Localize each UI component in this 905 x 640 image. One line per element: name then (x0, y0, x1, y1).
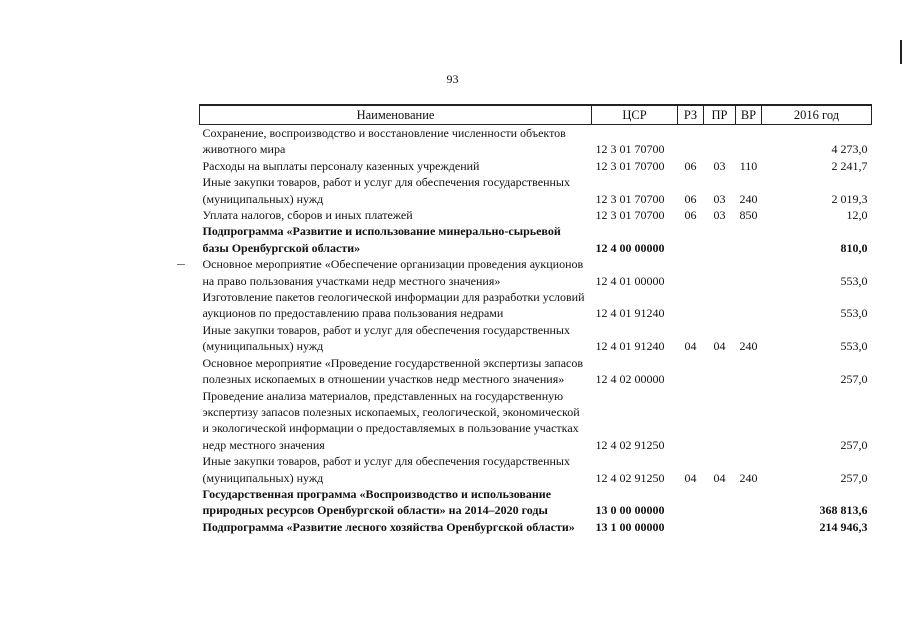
row-csr: 12 4 02 91250 (595, 437, 665, 452)
header-year: 2016 год (762, 105, 872, 125)
budget-table (199, 104, 872, 535)
row-rz (678, 519, 704, 535)
row-vr (736, 388, 762, 454)
row-name: Сохранение, воспроизводство и восстановление численности объектов животного мира (202, 126, 566, 157)
row-vr (736, 256, 762, 289)
row-pr (704, 486, 736, 519)
row-sum: 214 946,3 (819, 519, 868, 534)
header-vr: ВР (736, 105, 762, 125)
row-vr: 110 (739, 158, 758, 173)
table-body (200, 125, 872, 536)
row-csr: 12 4 00 00000 (595, 240, 665, 255)
row-name: Иные закупки товаров, работ и услуг для обеспечения государственных (муниципальных) нужд (202, 175, 570, 206)
table-row (200, 125, 872, 158)
row-name: Основное мероприятие «Проведение государственной экспертизы запасов полезных ископаемых в отношении участков недр местного значения» (202, 355, 584, 387)
row-pr: 03 (713, 191, 726, 206)
header-name: Наименование (200, 105, 592, 125)
table-row (200, 289, 872, 322)
row-pr: 04 (713, 339, 726, 354)
row-rz: 06 (684, 191, 697, 206)
row-csr: 12 4 02 00000 (595, 372, 665, 387)
row-name: Подпрограмма «Развитие и использование минерально-сырьевой базы Оренбургской области» (202, 224, 561, 255)
header-csr: ЦСР (592, 105, 678, 125)
table-row (200, 355, 872, 388)
row-pr (704, 289, 736, 322)
row-pr (704, 519, 736, 535)
row-vr (736, 519, 762, 535)
row-vr (736, 486, 762, 519)
row-csr: 12 4 01 91240 (595, 306, 665, 321)
table-row (200, 388, 872, 454)
table-row (200, 158, 872, 174)
row-rz (678, 486, 704, 519)
row-rz (678, 223, 704, 256)
row-pr: 03 (713, 208, 726, 223)
header-rz: РЗ (678, 105, 704, 125)
row-vr (736, 125, 762, 158)
row-rz (678, 388, 704, 454)
row-vr (736, 223, 762, 256)
scan-edge-mark (900, 40, 902, 64)
row-sum: 368 813,6 (819, 503, 868, 518)
row-csr: 12 3 01 70700 (595, 158, 665, 173)
row-rz (678, 355, 704, 388)
row-rz: 06 (684, 158, 697, 173)
row-csr: 12 3 01 70700 (595, 191, 665, 206)
row-rz (678, 289, 704, 322)
table-header-row (200, 105, 872, 125)
margin-tick (177, 264, 185, 265)
row-name: Иные закупки товаров, работ и услуг для обеспечения государственных (муниципальных) нужд (202, 454, 570, 485)
row-sum: 257,0 (840, 470, 868, 485)
row-vr: 240 (739, 339, 758, 354)
table-row (200, 174, 872, 207)
row-pr (704, 388, 736, 454)
row-vr: 850 (739, 208, 758, 223)
table-row (200, 223, 872, 256)
row-name: Расходы на выплаты персоналу казенных учреждений (202, 158, 480, 173)
row-vr (736, 355, 762, 388)
row-name: Основное мероприятие «Обеспечение организации проведения аукционов на право пользования участками недр местного значения» (202, 257, 584, 288)
row-csr: 13 1 00 00000 (595, 519, 665, 534)
row-sum: 553,0 (840, 273, 868, 288)
table-row (200, 486, 872, 519)
row-sum: 12,0 (846, 208, 868, 223)
row-pr (704, 355, 736, 388)
row-sum: 257,0 (840, 372, 868, 387)
row-sum: 2 241,7 (831, 158, 868, 173)
table-row (200, 322, 872, 355)
row-rz: 04 (684, 339, 697, 354)
row-sum: 257,0 (840, 437, 868, 452)
row-rz (678, 125, 704, 158)
row-csr: 12 3 01 70700 (595, 142, 665, 157)
page-number: 93 (446, 72, 459, 86)
row-vr: 240 (739, 191, 758, 206)
row-sum: 4 273,0 (831, 142, 868, 157)
row-pr: 03 (713, 158, 726, 173)
row-sum: 553,0 (840, 339, 868, 354)
row-sum: 2 019,3 (831, 191, 868, 206)
row-name: Подпрограмма «Развитие лесного хозяйства Оренбургской области» (202, 519, 575, 534)
row-vr: 240 (739, 470, 758, 485)
row-sum: 810,0 (840, 240, 868, 255)
row-rz: 06 (684, 208, 697, 223)
row-csr: 12 4 01 91240 (595, 339, 665, 354)
header-pr: ПР (704, 105, 736, 125)
row-pr (704, 256, 736, 289)
row-name: Государственная программа «Воспроизводство и использование природных ресурсов Оренбургской области» на 2014–2020 годы (202, 486, 552, 518)
row-pr: 04 (713, 470, 726, 485)
table-row (200, 453, 872, 486)
table-row (200, 256, 872, 289)
row-name: Проведение анализа материалов, представленных на государственную экспертизу запасов полезных ископаемых, геологической, экономической и экологической информации о предоставляемых в пользование участках недр местного значения (202, 388, 580, 452)
row-name: Изготовление пакетов геологической информации для разработки условий аукционов по предоставлению права пользования недрами (202, 290, 585, 321)
row-pr (704, 223, 736, 256)
row-name: Уплата налогов, сборов и иных платежей (202, 208, 413, 223)
row-pr (704, 125, 736, 158)
row-csr: 12 3 01 70700 (595, 208, 665, 223)
row-rz: 04 (684, 470, 697, 485)
table-row (200, 207, 872, 223)
table-row (200, 519, 872, 535)
row-vr (736, 289, 762, 322)
row-sum: 553,0 (840, 306, 868, 321)
row-rz (678, 256, 704, 289)
row-csr: 12 4 01 00000 (595, 273, 665, 288)
row-csr: 12 4 02 91250 (595, 470, 665, 485)
row-name: Иные закупки товаров, работ и услуг для обеспечения государственных (муниципальных) нужд (202, 322, 570, 354)
row-csr: 13 0 00 00000 (595, 503, 665, 518)
